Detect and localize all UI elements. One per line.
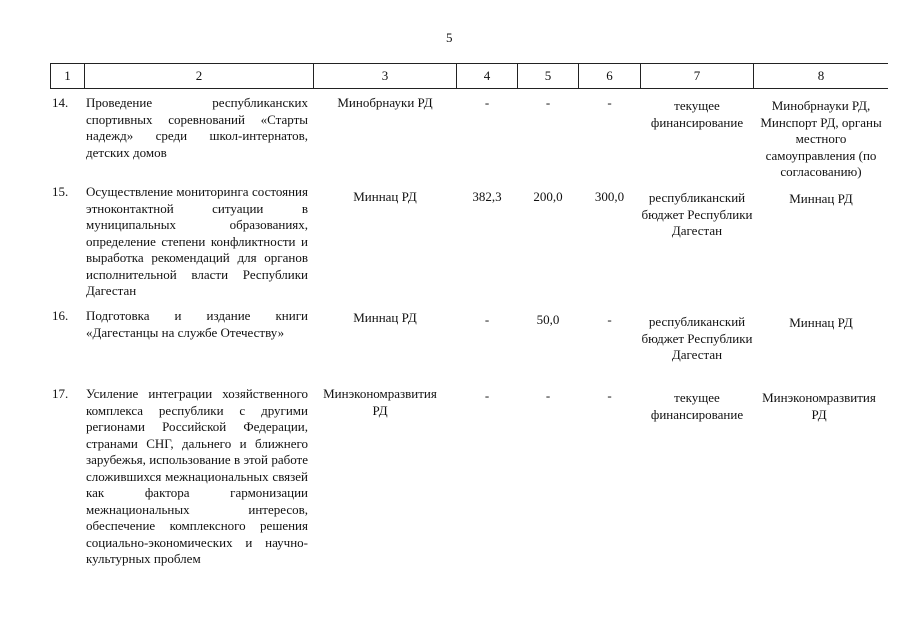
row-value-col4: 382,3 xyxy=(472,189,502,204)
row-executor: Миннац РД xyxy=(353,310,417,325)
header-col-8: 8 xyxy=(817,68,825,83)
row-value-col5: 200,0 xyxy=(533,189,563,204)
row-value-col4: - xyxy=(484,312,490,327)
row-funding-source: республиканский бюджет Республики Дагестан xyxy=(641,190,753,238)
header-col-3: 3 xyxy=(381,68,389,83)
row-responsible: Миннац РД xyxy=(789,315,853,330)
row-value-col6: - xyxy=(607,95,612,110)
row-value-col6: 300,0 xyxy=(594,189,625,204)
header-col-5: 5 xyxy=(544,68,552,83)
row-number: 14. xyxy=(52,95,69,110)
row-responsible: Миннац РД xyxy=(789,191,853,206)
header-col-7: 7 xyxy=(693,68,701,83)
row-number: 15. xyxy=(52,184,69,199)
row-funding-source: текущее финансирование xyxy=(650,98,744,130)
row-executor: Миннац РД xyxy=(353,189,417,204)
row-value-col5: - xyxy=(545,95,551,110)
header-col-6: 6 xyxy=(606,68,613,83)
row-funding-source: республиканский бюджет Республики Дагестан xyxy=(641,314,753,362)
row-value-col6: - xyxy=(607,312,612,327)
row-value-col4: - xyxy=(484,95,490,110)
row-responsible: Минобрнауки РД, Минспорт РД, органы местного самоуправления (по согласованию) xyxy=(760,98,882,179)
header-bottom-border xyxy=(50,88,888,89)
row-funding-source: текущее финансирование xyxy=(650,390,744,422)
row-number: 16. xyxy=(52,308,69,323)
header-col-4: 4 xyxy=(483,68,491,83)
row-value-col4: - xyxy=(484,388,490,403)
row-description: Подготовка и издание книги «Дагестанцы на службе Отечеству» xyxy=(86,308,308,340)
row-executor: Минэкономразвития РД xyxy=(323,386,437,418)
row-value-col5: 50,0 xyxy=(536,312,560,327)
row-value-col5: - xyxy=(545,388,551,403)
row-value-col6: - xyxy=(607,388,612,403)
header-col-1: 1 xyxy=(64,68,71,83)
row-description: Проведение республиканских спортивных соревнований «Старты надежд» среди школ-интернатов, детских домов xyxy=(86,95,308,160)
row-executor: Минобрнауки РД xyxy=(337,95,433,110)
page-number: 5 xyxy=(446,30,453,45)
header-col-2: 2 xyxy=(195,68,203,83)
row-number: 17. xyxy=(52,386,69,401)
row-description: Усиление интеграции хозяйственного комплекса республики с другими регионами Российской Федерации, странами СНГ, дальнего и ближнего зарубежья, использование в этой работе сложившихся межнациональных связей как фактора гармонизации межнациональных интересов, обеспечение комплексного решения социально-экономических и научно-культурных проблем xyxy=(86,386,308,566)
row-description: Осуществление мониторинга состояния этноконтактной ситуации в муниципальных образованиях, определение степени конфликтности и выработка рекомендаций для органов исполнительной власти Республики Дагестан xyxy=(86,184,308,298)
row-responsible: Минэкономразвития РД xyxy=(762,390,876,422)
